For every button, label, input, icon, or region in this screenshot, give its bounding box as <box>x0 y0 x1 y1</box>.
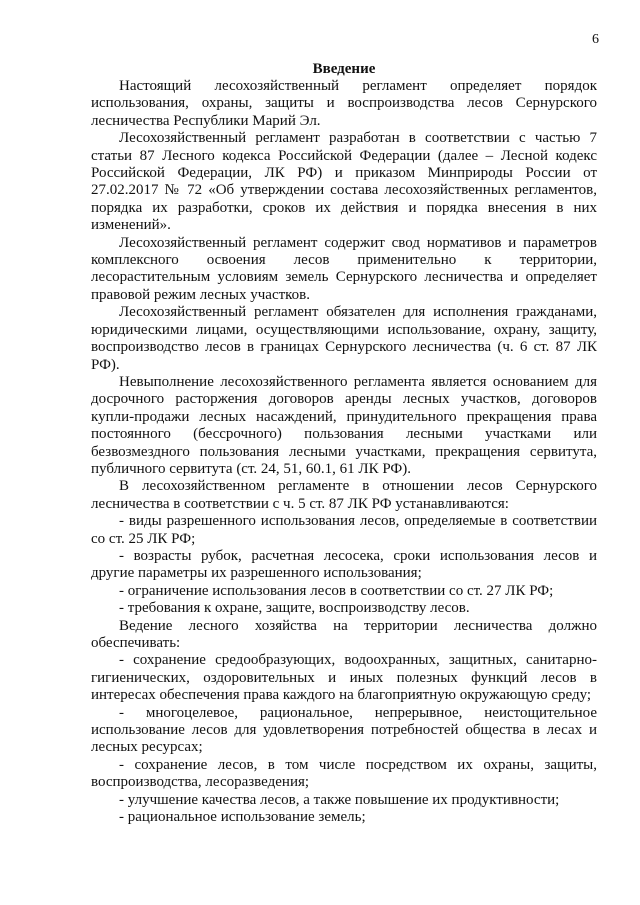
list-item: - многоцелевое, рациональное, непрерывное, неистощительное использование лесов для удовлетворения потребностей общества в лесах и лесных ресурсах; <box>91 704 597 756</box>
list-item: - ограничение использования лесов в соответствии со ст. 27 ЛК РФ; <box>119 582 554 599</box>
paragraph-obligation: Лесохозяйственный регламент обязателен для исполнения гражданами, юридическими лицами, осуществляющими использование, охрану, защиту, воспроизводство лесов в границах Сернурского лесничества (ч. 6 ст. 87 ЛК РФ). <box>91 304 597 373</box>
paragraph-established-items: В лесохозяйственном регламенте в отношении лесов Сернурского лесничества в соответствии с ч. 5 ст. 87 ЛК РФ устанавливаются: <box>91 478 597 512</box>
paragraph-legal-basis: Лесохозяйственный регламент разработан в соответствии с частью 7 статьи 87 Лесного кодекса Российской Федерации (далее – Лесной кодекс Российской Федерации, ЛК РФ) и приказом Минприроды России от 27.02.2017 № 72 «Об утверждении состава лесохозяйственных регламентов, порядка их разработки, сроков их действия и порядка внесения в них изменений». <box>91 130 597 234</box>
list-item: - требования к охране, защите, воспроизводству лесов. <box>119 600 470 617</box>
section-heading: Введение <box>312 61 376 77</box>
list-item: - рациональное использование земель; <box>119 809 366 826</box>
list-item: - сохранение средообразующих, водоохранных, защитных, санитарно-гигиенических, оздоровительных и иных полезных функций лесов в интересах обеспечения права каждого на благоприятную окружающую среду; <box>91 652 597 704</box>
paragraph-contents: Лесохозяйственный регламент содержит свод нормативов и параметров комплексного освоения лесов применительно к территории, лесорастительным условиям земель Сернурского лесничества и определяет правовой режим лесных участков. <box>91 234 597 303</box>
list-item: - сохранение лесов, в том числе посредством их охраны, защиты, воспроизводства, лесоразведения; <box>91 756 597 791</box>
paragraph-forest-management: Ведение лесного хозяйства на территории лесничества должно обеспечивать: <box>91 617 597 651</box>
paragraph-scope: Настоящий лесохозяйственный регламент определяет порядок использования, охраны, защиты и воспроизводства лесов Сернурского лесничества Республики Марий Эл. <box>91 78 597 129</box>
list-item: - виды разрешенного использования лесов, определяемые в соответствии со ст. 25 ЛК РФ; <box>91 513 597 547</box>
document-body <box>91 61 597 826</box>
page-number: 6 <box>592 32 599 47</box>
paragraph-non-compliance: Невыполнение лесохозяйственного регламента является основанием для досрочного расторжения договоров аренды лесных участков, договоров купли-продажи лесных насаждений, принудительного прекращения права постоянного (бессрочного) пользования лесными участками или безвозмездного пользования лесными участками, прекращения сервитута, публичного сервитута (ст. 24, 51, 60.1, 61 ЛК РФ). <box>91 373 597 477</box>
list-item: - улучшение качества лесов, а также повышение их продуктивности; <box>119 791 560 808</box>
list-item: - возрасты рубок, расчетная лесосека, сроки использования лесов и другие параметры их разрешенного использования; <box>91 547 597 582</box>
